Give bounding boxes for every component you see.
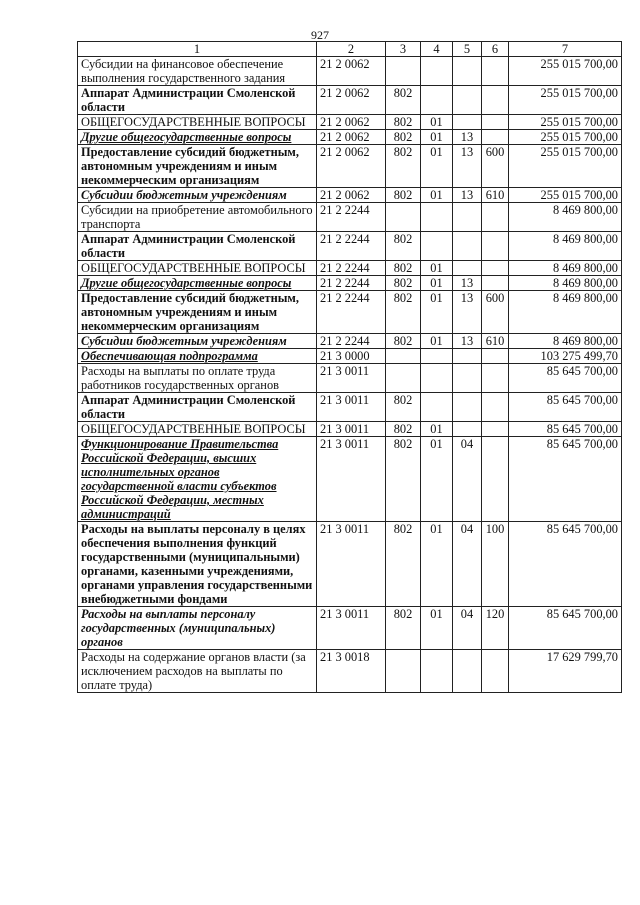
subsection-cell: 04: [453, 437, 482, 522]
subsection-cell: 13: [453, 291, 482, 334]
target-article-cell: 21 3 0011: [317, 364, 386, 393]
amount-cell: 8 469 800,00: [509, 291, 622, 334]
expense-type-cell: [482, 232, 509, 261]
section-cell: [421, 650, 453, 693]
subsection-cell: [453, 393, 482, 422]
expense-type-cell: [482, 422, 509, 437]
section-cell: [421, 393, 453, 422]
ministry-code-cell: 802: [386, 130, 421, 145]
table-row: [78, 57, 622, 86]
expense-type-cell: 600: [482, 291, 509, 334]
table-row: [78, 203, 622, 232]
expense-type-cell: [482, 364, 509, 393]
section-cell: [421, 232, 453, 261]
row-name-cell: Другие общегосударственные вопросы: [78, 130, 317, 145]
expense-type-cell: [482, 261, 509, 276]
section-cell: 01: [421, 276, 453, 291]
expense-type-cell: [482, 437, 509, 522]
expense-type-cell: 600: [482, 145, 509, 188]
table-row: [78, 115, 622, 130]
section-cell: 01: [421, 115, 453, 130]
section-cell: 01: [421, 261, 453, 276]
row-name-cell: Субсидии бюджетным учреждениям: [78, 188, 317, 203]
subsection-cell: 13: [453, 334, 482, 349]
ministry-code-cell: 802: [386, 291, 421, 334]
target-article-cell: 21 3 0000: [317, 349, 386, 364]
subsection-cell: [453, 261, 482, 276]
table-row: [78, 607, 622, 650]
subsection-cell: 13: [453, 188, 482, 203]
amount-cell: 255 015 700,00: [509, 115, 622, 130]
amount-cell: 8 469 800,00: [509, 232, 622, 261]
amount-cell: 8 469 800,00: [509, 261, 622, 276]
row-name-cell: ОБЩЕГОСУДАРСТВЕННЫЕ ВОПРОСЫ: [78, 115, 317, 130]
amount-cell: 255 015 700,00: [509, 86, 622, 115]
table-row: [78, 130, 622, 145]
table-row: [78, 145, 622, 188]
row-name-cell: Аппарат Администрации Смоленской области: [78, 232, 317, 261]
row-name-cell: Предоставление субсидий бюджетным, автономным учреждениям и иным некоммерческим организациям: [78, 291, 317, 334]
ministry-code-cell: 802: [386, 522, 421, 607]
target-article-cell: 21 2 0062: [317, 115, 386, 130]
table-row: [78, 349, 622, 364]
amount-cell: 255 015 700,00: [509, 130, 622, 145]
ministry-code-cell: 802: [386, 115, 421, 130]
ministry-code-cell: 802: [386, 188, 421, 203]
table-row: [78, 291, 622, 334]
column-header: 2: [317, 42, 386, 57]
expense-type-cell: 610: [482, 334, 509, 349]
section-cell: 01: [421, 607, 453, 650]
ministry-code-cell: 802: [386, 276, 421, 291]
target-article-cell: 21 3 0011: [317, 422, 386, 437]
subsection-cell: 13: [453, 130, 482, 145]
section-cell: 01: [421, 334, 453, 349]
ministry-code-cell: 802: [386, 261, 421, 276]
target-article-cell: 21 2 2244: [317, 291, 386, 334]
section-cell: [421, 86, 453, 115]
amount-cell: 255 015 700,00: [509, 145, 622, 188]
row-name-cell: Функционирование Правительства Российской Федерации, высших исполнительных органов государственной власти субъектов Российской Федерации, местных администраций: [78, 437, 317, 522]
expense-type-cell: [482, 276, 509, 291]
target-article-cell: 21 2 2244: [317, 334, 386, 349]
ministry-code-cell: 802: [386, 145, 421, 188]
subsection-cell: [453, 232, 482, 261]
row-name-cell: ОБЩЕГОСУДАРСТВЕННЫЕ ВОПРОСЫ: [78, 422, 317, 437]
row-name-cell: Расходы на выплаты персоналу в целях обеспечения выполнения функций государственными (муниципальными) органами, казенными учреждениями, органами управления государственными внебюджетными фондами: [78, 522, 317, 607]
ministry-code-cell: 802: [386, 607, 421, 650]
target-article-cell: 21 3 0011: [317, 393, 386, 422]
section-cell: 01: [421, 437, 453, 522]
ministry-code-cell: 802: [386, 437, 421, 522]
ministry-code-cell: [386, 364, 421, 393]
amount-cell: 85 645 700,00: [509, 364, 622, 393]
target-article-cell: 21 2 0062: [317, 188, 386, 203]
expense-type-cell: [482, 86, 509, 115]
table-row: [78, 437, 622, 522]
table-row: [78, 650, 622, 693]
target-article-cell: 21 2 0062: [317, 57, 386, 86]
table-body: [78, 57, 622, 693]
amount-cell: 85 645 700,00: [509, 422, 622, 437]
amount-cell: 8 469 800,00: [509, 203, 622, 232]
table-row: [78, 422, 622, 437]
subsection-cell: 04: [453, 522, 482, 607]
row-name-cell: Субсидии на приобретение автомобильного транспорта: [78, 203, 317, 232]
amount-cell: 8 469 800,00: [509, 276, 622, 291]
ministry-code-cell: 802: [386, 393, 421, 422]
table-row: [78, 232, 622, 261]
subsection-cell: 13: [453, 276, 482, 291]
expense-type-cell: 610: [482, 188, 509, 203]
row-name-cell: Субсидии бюджетным учреждениям: [78, 334, 317, 349]
ministry-code-cell: [386, 650, 421, 693]
section-cell: [421, 203, 453, 232]
ministry-code-cell: [386, 349, 421, 364]
amount-cell: 103 275 499,70: [509, 349, 622, 364]
table-row: [78, 86, 622, 115]
ministry-code-cell: 802: [386, 86, 421, 115]
subsection-cell: [453, 364, 482, 393]
ministry-code-cell: 802: [386, 422, 421, 437]
subsection-cell: [453, 115, 482, 130]
subsection-cell: [453, 86, 482, 115]
column-header: 5: [453, 42, 482, 57]
target-article-cell: 21 3 0011: [317, 522, 386, 607]
row-name-cell: Расходы на выплаты персоналу государственных (муниципальных) органов: [78, 607, 317, 650]
amount-cell: 17 629 799,70: [509, 650, 622, 693]
target-article-cell: 21 2 2244: [317, 261, 386, 276]
budget-table: [77, 41, 622, 693]
row-name-cell: Другие общегосударственные вопросы: [78, 276, 317, 291]
section-cell: [421, 57, 453, 86]
target-article-cell: 21 2 2244: [317, 276, 386, 291]
subsection-cell: [453, 422, 482, 437]
amount-cell: 255 015 700,00: [509, 188, 622, 203]
expense-type-cell: [482, 115, 509, 130]
amount-cell: 85 645 700,00: [509, 522, 622, 607]
table-row: [78, 522, 622, 607]
expense-type-cell: [482, 393, 509, 422]
section-cell: 01: [421, 422, 453, 437]
target-article-cell: 21 3 0018: [317, 650, 386, 693]
row-name-cell: Субсидии на финансовое обеспечение выполнения государственного задания: [78, 57, 317, 86]
row-name-cell: Аппарат Администрации Смоленской области: [78, 86, 317, 115]
section-cell: 01: [421, 522, 453, 607]
expense-type-cell: 120: [482, 607, 509, 650]
section-cell: 01: [421, 145, 453, 188]
section-cell: 01: [421, 291, 453, 334]
target-article-cell: 21 3 0011: [317, 437, 386, 522]
page-number: 927: [311, 28, 329, 42]
expense-type-cell: [482, 57, 509, 86]
expense-type-cell: [482, 349, 509, 364]
target-article-cell: 21 2 0062: [317, 145, 386, 188]
expense-type-cell: [482, 650, 509, 693]
target-article-cell: 21 2 2244: [317, 203, 386, 232]
amount-cell: 255 015 700,00: [509, 57, 622, 86]
subsection-cell: [453, 203, 482, 232]
subsection-cell: [453, 349, 482, 364]
target-article-cell: 21 2 0062: [317, 86, 386, 115]
table-row: [78, 188, 622, 203]
column-header: 1: [78, 42, 317, 57]
table-row: [78, 364, 622, 393]
ministry-code-cell: [386, 57, 421, 86]
table-row: [78, 393, 622, 422]
section-cell: 01: [421, 130, 453, 145]
table-row: [78, 261, 622, 276]
row-name-cell: Аппарат Администрации Смоленской области: [78, 393, 317, 422]
amount-cell: 85 645 700,00: [509, 437, 622, 522]
column-header: 4: [421, 42, 453, 57]
amount-cell: 8 469 800,00: [509, 334, 622, 349]
row-name-cell: Предоставление субсидий бюджетным, автономным учреждениям и иным некоммерческим организациям: [78, 145, 317, 188]
subsection-cell: 04: [453, 607, 482, 650]
section-cell: [421, 364, 453, 393]
expense-type-cell: 100: [482, 522, 509, 607]
table-row: [78, 334, 622, 349]
column-header: 6: [482, 42, 509, 57]
row-name-cell: Обеспечивающая подпрограмма: [78, 349, 317, 364]
amount-cell: 85 645 700,00: [509, 607, 622, 650]
target-article-cell: 21 2 0062: [317, 130, 386, 145]
subsection-cell: 13: [453, 145, 482, 188]
column-header: 3: [386, 42, 421, 57]
section-cell: 01: [421, 188, 453, 203]
row-name-cell: Расходы на содержание органов власти (за исключением расходов на выплаты по оплате труда): [78, 650, 317, 693]
ministry-code-cell: 802: [386, 232, 421, 261]
section-cell: [421, 349, 453, 364]
header-row: [78, 42, 622, 57]
target-article-cell: 21 2 2244: [317, 232, 386, 261]
row-name-cell: Расходы на выплаты по оплате труда работников государственных органов: [78, 364, 317, 393]
amount-cell: 85 645 700,00: [509, 393, 622, 422]
expense-type-cell: [482, 130, 509, 145]
ministry-code-cell: 802: [386, 334, 421, 349]
ministry-code-cell: [386, 203, 421, 232]
target-article-cell: 21 3 0011: [317, 607, 386, 650]
row-name-cell: ОБЩЕГОСУДАРСТВЕННЫЕ ВОПРОСЫ: [78, 261, 317, 276]
subsection-cell: [453, 650, 482, 693]
column-header: 7: [509, 42, 622, 57]
table-row: [78, 276, 622, 291]
expense-type-cell: [482, 203, 509, 232]
subsection-cell: [453, 57, 482, 86]
